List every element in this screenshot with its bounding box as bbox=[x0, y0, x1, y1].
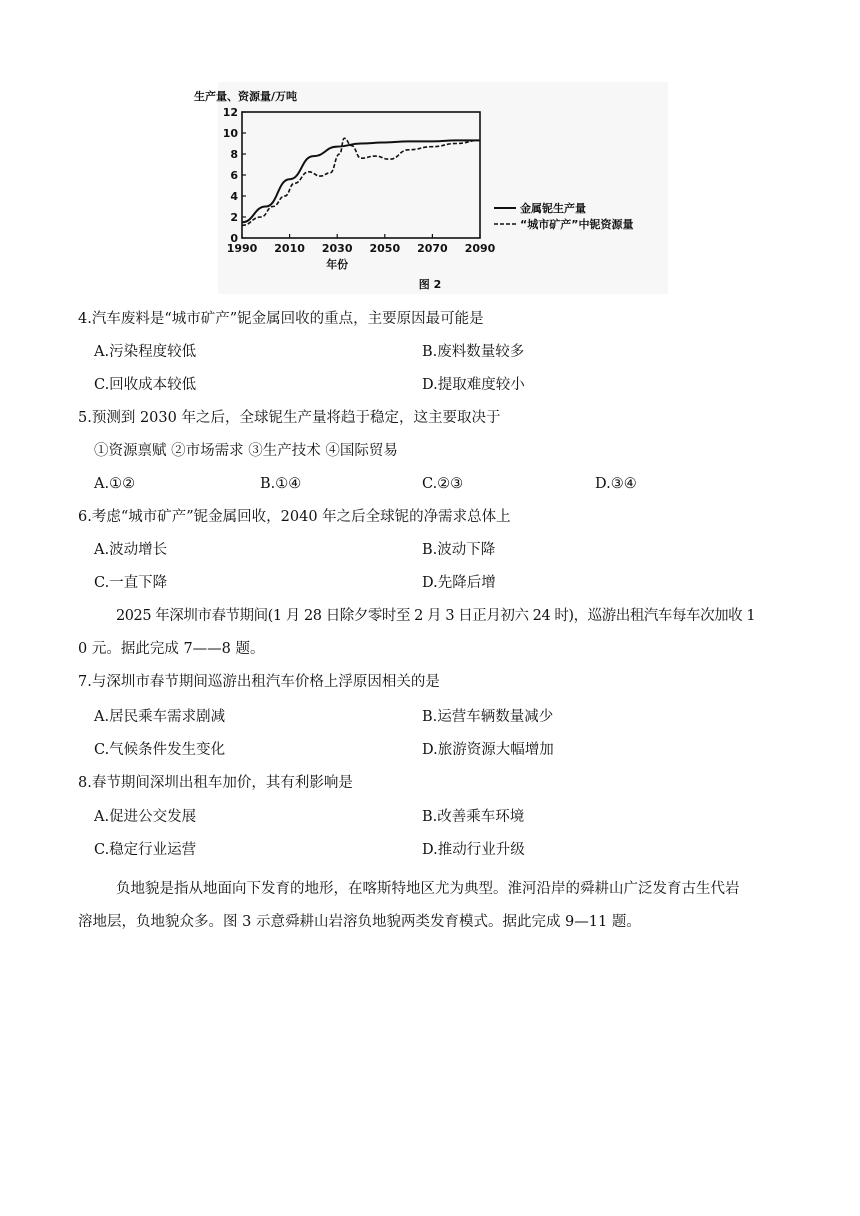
question-7-option-a: A.居民乘车需求剧减 bbox=[94, 709, 226, 725]
question-6-option-b: B.波动下降 bbox=[422, 542, 496, 558]
series-line-1 bbox=[242, 140, 480, 222]
x-tick-label-2070: 2070 bbox=[417, 242, 448, 255]
figure-caption: 图 2 bbox=[418, 278, 442, 291]
question-8-option-b: B.改善乘车环境 bbox=[422, 809, 525, 825]
question-6-option-c: C.一直下降 bbox=[94, 575, 168, 591]
y-tick-label-4: 4 bbox=[230, 190, 238, 203]
passage-taxi-line-1: 2025 年深圳市春节期间(1 月 28 日除夕零时至 2 月 3 日正月初六 24 时)，巡游出租汽车每车次加收 1 bbox=[116, 608, 756, 624]
question-5-option-b: B.①④ bbox=[260, 476, 302, 492]
figure-2 bbox=[194, 82, 668, 294]
passage-karst-line-2: 溶地层，负地貌众多。图 3 示意舜耕山岩溶负地貌两类发育模式。据此完成 9—11 题。 bbox=[78, 914, 641, 930]
question-8-option-d: D.推动行业升级 bbox=[422, 842, 525, 858]
passage-taxi-line-2: 0 元。据此完成 7——8 题。 bbox=[78, 641, 265, 657]
question-6-option-d: D.先降后增 bbox=[422, 575, 496, 591]
legend-label-1: 金属铌生产量 bbox=[520, 202, 586, 215]
y-tick-label-6: 6 bbox=[230, 169, 238, 182]
x-tick-label-2050: 2050 bbox=[369, 242, 401, 255]
plot-frame bbox=[242, 112, 480, 238]
x-tick-label-2030: 2030 bbox=[321, 242, 353, 255]
question-5-sub-items: ①资源禀赋 ②市场需求 ③生产技术 ④国际贸易 bbox=[94, 443, 398, 459]
question-7-option-c: C.气候条件发生变化 bbox=[94, 742, 226, 758]
question-4-option-a: A.污染程度较低 bbox=[94, 344, 197, 360]
question-8-stem: 8.春节期间深圳出租车加价，其有利影响是 bbox=[78, 775, 353, 791]
line-chart bbox=[194, 82, 668, 294]
x-tick-label-2010: 2010 bbox=[274, 242, 305, 255]
question-4-stem: 4.汽车废料是“城市矿产”铌金属回收的重点，主要原因最可能是 bbox=[78, 311, 484, 327]
question-5-stem: 5.预测到 2030 年之后，全球铌生产量将趋于稳定，这主要取决于 bbox=[78, 410, 501, 426]
question-5-option-a: A.①② bbox=[94, 476, 136, 492]
legend-label-2: “城市矿产”中铌资源量 bbox=[520, 218, 634, 231]
y-tick-label-2: 2 bbox=[230, 211, 238, 224]
x-axis-label: 年份 bbox=[326, 258, 349, 271]
question-4-option-b: B.废料数量较多 bbox=[422, 344, 525, 360]
question-7-option-d: D.旅游资源大幅增加 bbox=[422, 742, 554, 758]
question-7-option-b: B.运营车辆数量减少 bbox=[422, 709, 554, 725]
question-6-stem: 6.考虑“城市矿产”铌金属回收，2040 年之后全球铌的净需求总体上 bbox=[78, 509, 511, 525]
question-6-option-a: A.波动增长 bbox=[94, 542, 168, 558]
question-8-option-c: C.稳定行业运营 bbox=[94, 842, 197, 858]
y-tick-label-0: 0 bbox=[230, 232, 238, 245]
question-5-option-d: D.③④ bbox=[595, 476, 637, 492]
series-line-2 bbox=[242, 138, 480, 225]
y-tick-label-12: 12 bbox=[222, 106, 238, 119]
question-7-stem: 7.与深圳市春节期间巡游出租汽车价格上浮原因相关的是 bbox=[78, 674, 440, 690]
question-4-option-c: C.回收成本较低 bbox=[94, 377, 197, 393]
question-4-option-d: D.提取难度较小 bbox=[422, 377, 525, 393]
y-tick-label-8: 8 bbox=[230, 148, 238, 161]
x-tick-label-2090: 2090 bbox=[464, 242, 496, 255]
passage-karst-line-1: 负地貌是指从地面向下发育的地形，在喀斯特地区尤为典型。淮河沿岸的舜耕山广泛发育古生代岩 bbox=[116, 881, 740, 897]
y-axis-label: 生产量、资源量/万吨 bbox=[194, 90, 298, 103]
x-tick-label-1990: 1990 bbox=[226, 242, 258, 255]
question-5-option-c: C.②③ bbox=[422, 476, 464, 492]
y-tick-label-10: 10 bbox=[222, 127, 238, 140]
question-8-option-a: A.促进公交发展 bbox=[94, 809, 197, 825]
